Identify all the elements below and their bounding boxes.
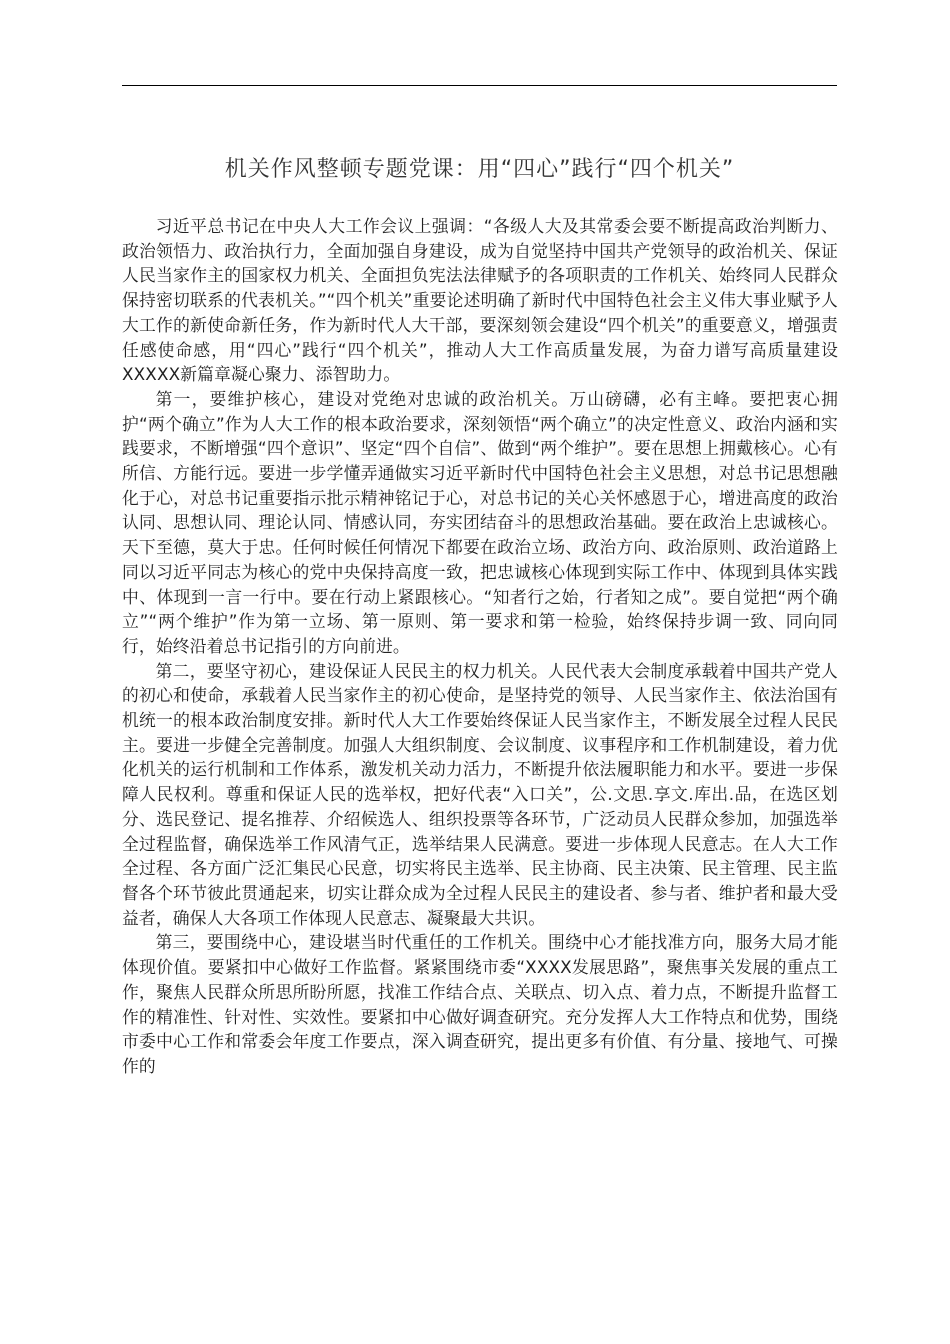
paragraph-first-point: 第一，要维护核心，建设对党绝对忠诚的政治机关。万山磅礴，必有主峰。要把衷心拥护“两个确立”作为人大工作的根本政治要求，深刻领悟“两个确立”的决定性意义、政治内涵和实践要求，不断增强“四个意识”、坚定“四个自信”、做到“两个维护”。要在思想上拥戴核心。心有所信、方能行远。要进一步学懂弄通做实习近平新时代中国特色社会主义思想，对总书记思想融化于心，对总书记重要指示批示精神铭记于心，对总书记的关心关怀感恩于心，增进高度的政治认同、思想认同、理论认同、情感认同，夯实团结奋斗的思想政治基础。要在政治上忠诚核心。天下至德，莫大于忠。任何时候任何情况下都要在政治立场、政治方向、政治原则、政治道路上同以习近平同志为核心的党中央保持高度一致，把忠诚核心体现到实际工作中、体现到具体实践中、体现到一言一行中。要在行动上紧跟核心。“知者行之始，行者知之成”。要自觉把“两个确立”“两个维护”作为第一立场、第一原则、第一要求和第一检验，始终保持步调一致、同向同行，始终沿着总书记指引的方向前进。 <box>122 388 838 656</box>
header-divider <box>122 85 837 86</box>
paragraph-third-point: 第三，要围绕中心，建设堪当时代重任的工作机关。围绕中心才能找准方向，服务大局才能体现价值。要紧扣中心做好工作监督。紧紧围绕市委“XXXX发展思路”，聚焦事关发展的重点工作，聚焦人民群众所思所盼所愿，找准工作结合点、关联点、切入点、着力点，不断提升监督工作的精准性、针对性、实效性。要紧扣中心做好调查研究。充分发挥人大工作特点和优势，围绕市委中心工作和常委会年度工作要点，深入调查研究，提出更多有价值、有分量、接地气、可操作的 <box>122 932 838 1076</box>
document-title: 机关作风整顿专题党课：用“四心”践行“四个机关” <box>224 157 735 182</box>
document-body <box>122 214 838 1079</box>
paragraph-second-point: 第二，要坚守初心，建设保证人民民主的权力机关。人民代表大会制度承载着中国共产党人的初心和使命，承载着人民当家作主的初心使命，是坚持党的领导、人民当家作主、依法治国有机统一的根本政治制度安排。新时代人大工作要始终保证人民当家作主，不断发展全过程人民民主。要进一步健全完善制度。加强人大组织制度、会议制度、议事程序和工作机制建设，着力优化机关的运行机制和工作体系，激发机关动力活力，不断提升依法履职能力和水平。要进一步保障人民权利。尊重和保证人民的选举权，把好代表“入口关”，公.文思.享文.库出.品，在选区划分、选民登记、提名推荐、介绍候选人、组织投票等各环节，广泛动员人民群众参加，加强选举全过程监督，确保选举工作风清气正，选举结果人民满意。要进一步体现人民意志。在人大工作全过程、各方面广泛汇集民心民意，切实将民主选举、民主协商、民主决策、民主管理、民主监督各个环节彼此贯通起来，切实让群众成为全过程人民民主的建设者、参与者、维护者和最大受益者，确保人大各项工作体现人民意志、凝聚最大共识。 <box>122 660 838 928</box>
intro-paragraph: 习近平总书记在中央人大工作会议上强调：“各级人大及其常委会要不断提高政治判断力、政治领悟力、政治执行力，全面加强自身建设，成为自觉坚持中国共产党领导的政治机关、保证人民当家作主的国家权力机关、全面担负宪法法律赋予的各项职责的工作机关、始终同人民群众保持密切联系的代表机关。”“四个机关”重要论述明确了新时代中国特色社会主义伟大事业赋予人大工作的新使命新任务，作为新时代人大干部，要深刻领会建设“四个机关”的重要意义，增强责任感使命感，用“四心”践行“四个机关”，推动人大工作高质量发展，为奋力谱写高质量建设XXXXX新篇章凝心聚力、添智助力。 <box>122 216 838 385</box>
